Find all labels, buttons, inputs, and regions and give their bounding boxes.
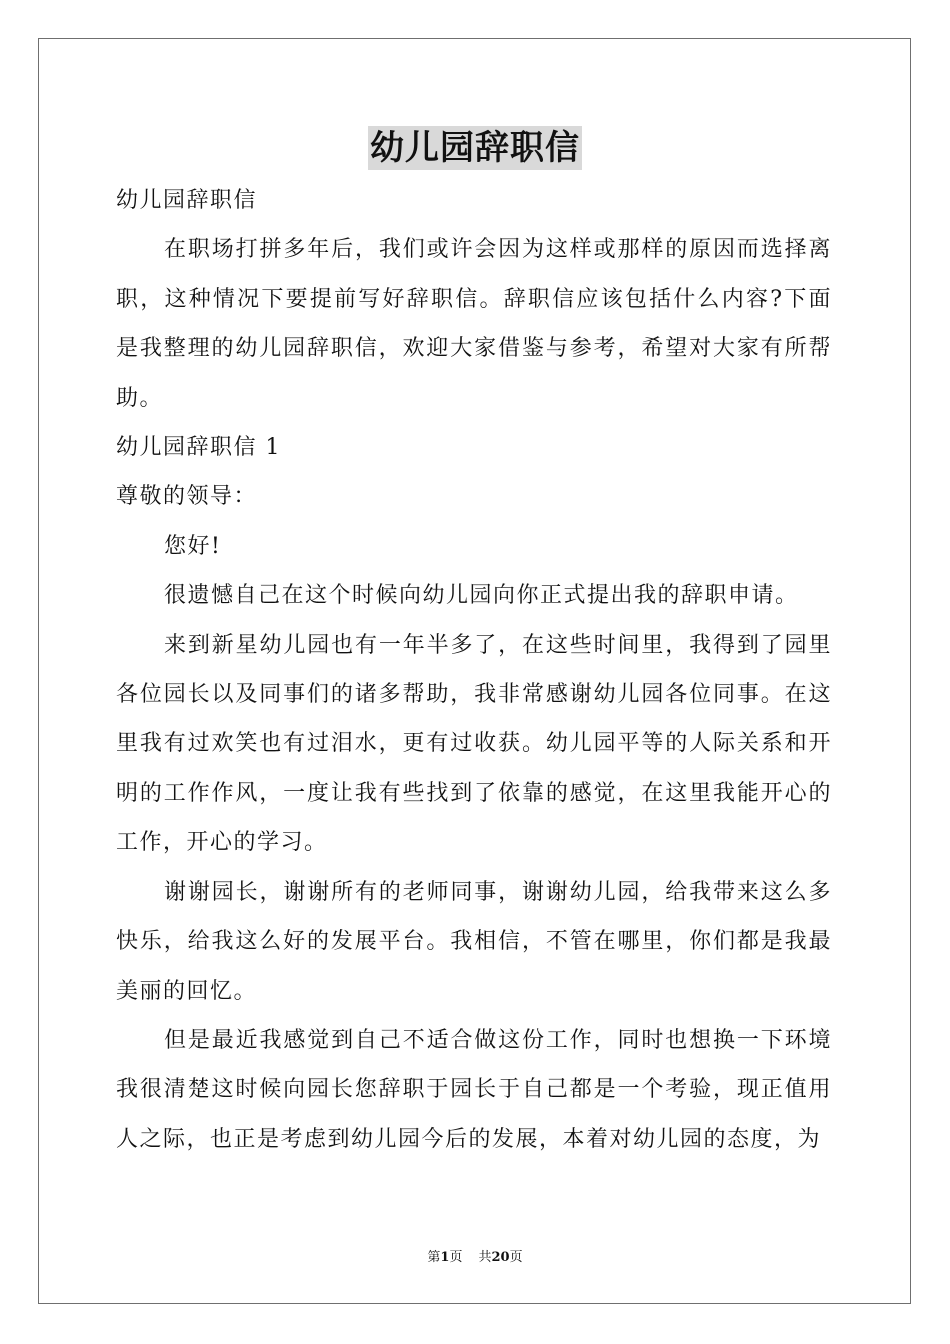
- document-body: [116, 176, 832, 1164]
- paragraph: 但是最近我感觉到自己不适合做这份工作，同时也想换一下环境我很清楚这时候向园长您辞职于园长于自己都是一个考验，现正值用人之际，也正是考虑到幼儿园今后的发展，本着对幼儿园的态度，为: [116, 1027, 832, 1152]
- paragraph: 幼儿园辞职信: [116, 188, 258, 213]
- paragraph: 来到新星幼儿园也有一年半多了，在这些时间里，我得到了园里各位园长以及同事们的诸多帮助，我非常感谢幼儿园各位同事。在这里我有过欢笑也有过泪水，更有过收获。幼儿园平等的人际关系和开明的工作作风，一度让我有些找到了依靠的感觉，在这里我能开心的工作，开心的学习。: [116, 632, 832, 856]
- page-suffix: 页: [449, 1250, 463, 1265]
- section-heading: 幼儿园辞职信 1: [116, 435, 281, 461]
- page-footer: [0, 1246, 950, 1265]
- page-prefix: 第: [427, 1250, 441, 1265]
- total-suffix: 页: [509, 1250, 523, 1265]
- salutation: 尊敬的领导：: [116, 484, 258, 510]
- title-container: [0, 126, 950, 170]
- document-title: 幼儿园辞职信: [370, 128, 580, 168]
- total-page-number: 20: [491, 1250, 510, 1265]
- paragraph: 谢谢园长，谢谢所有的老师同事，谢谢幼儿园，给我带来这么多快乐，给我这么好的发展平台。我相信，不管在哪里，你们都是我最美丽的回忆。: [116, 879, 832, 1004]
- greeting: 您好!: [164, 533, 222, 559]
- paragraph: 在职场打拼多年后，我们或许会因为这样或那样的原因而选择离职，这种情况下要提前写好辞职信。辞职信应该包括什么内容?下面是我整理的幼儿园辞职信，欢迎大家借鉴与参考，希望对大家有所帮助。: [116, 237, 832, 411]
- total-prefix: 共: [478, 1250, 492, 1265]
- current-page-number: 1: [440, 1250, 450, 1265]
- paragraph: 很遗憾自己在这个时候向幼儿园向你正式提出我的辞职申请。: [164, 583, 799, 609]
